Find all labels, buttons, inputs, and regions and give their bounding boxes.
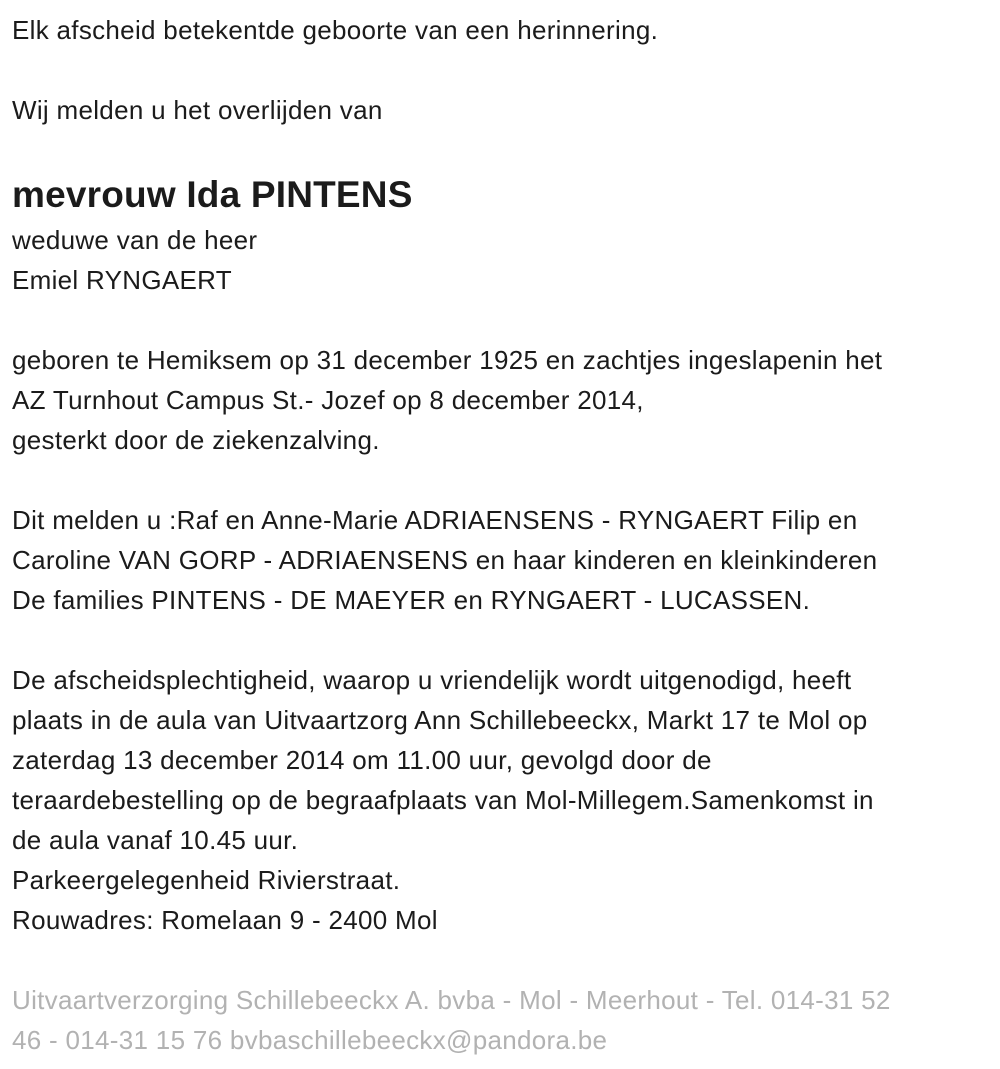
undertaker-line: Uitvaartverzorging Schillebeeckx A. bvba - Mol - Meerhout - Tel. 014-31 52 (12, 985, 891, 1015)
birth-death-line: AZ Turnhout Campus St.- Jozef op 8 december 2014, (12, 385, 644, 415)
ceremony-line: De afscheidsplechtigheid, waarop u vriendelijk wordt uitgenodigd, heeft (12, 665, 852, 695)
family-paragraph (12, 500, 990, 620)
undertaker-footer (12, 980, 990, 1060)
opening-quote-block (12, 10, 990, 50)
family-line: Caroline VAN GORP - ADRIAENSENS en haar kinderen en kleinkinderen (12, 545, 878, 575)
intro-line: Wij melden u het overlijden van (12, 95, 383, 125)
birth-death-line: geboren te Hemiksem op 31 december 1925 en zachtjes ingeslapenin het (12, 345, 883, 375)
opening-quote: Elk afscheid betekentde geboorte van een herinnering. (12, 15, 659, 45)
parking-line: Parkeergelegenheid Rivierstraat. (12, 865, 401, 895)
ceremony-line: de aula vanaf 10.45 uur. (12, 825, 299, 855)
relation-line: weduwe van de heer (12, 225, 258, 255)
mourning-address-line: Rouwadres: Romelaan 9 - 2400 Mol (12, 905, 438, 935)
birth-death-paragraph (12, 340, 990, 460)
deceased-name: mevrouw Ida PINTENS (12, 174, 413, 215)
intro-block (12, 90, 990, 130)
deceased-block (12, 170, 990, 300)
ceremony-line: zaterdag 13 december 2014 om 11.00 uur, gevolgd door de (12, 745, 712, 775)
ceremony-paragraph (12, 660, 990, 940)
spouse-name: Emiel RYNGAERT (12, 265, 232, 295)
ceremony-line: plaats in de aula van Uitvaartzorg Ann Schillebeeckx, Markt 17 te Mol op (12, 705, 868, 735)
family-line: Dit melden u :Raf en Anne-Marie ADRIAENSENS - RYNGAERT Filip en (12, 505, 858, 535)
birth-death-line: gesterkt door de ziekenzalving. (12, 425, 380, 455)
ceremony-line: teraardebestelling op de begraafplaats van Mol-Millegem.Samenkomst in (12, 785, 874, 815)
family-line: De families PINTENS - DE MAEYER en RYNGAERT - LUCASSEN. (12, 585, 811, 615)
undertaker-contact-line: 46 - 014-31 15 76 bvbaschillebeeckx@pandora.be (12, 1025, 608, 1055)
